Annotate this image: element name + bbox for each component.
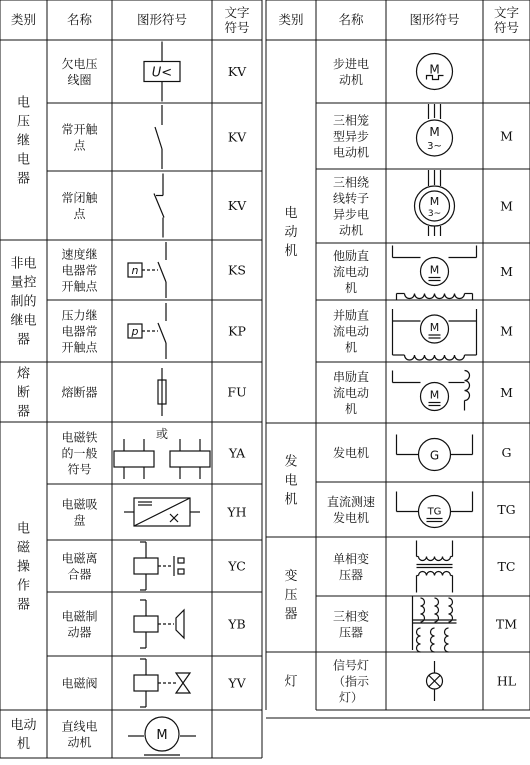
- right-row-name-line: 电动机: [332, 145, 370, 160]
- right-header-symbol: 图形符号: [409, 12, 460, 27]
- left-header-name: 名称: [66, 12, 93, 27]
- left-row-name-line: 常闭触: [61, 191, 98, 205]
- generator-icon: [397, 435, 473, 471]
- left-category-line: 继: [16, 133, 31, 149]
- magnetic-chuck-icon: [124, 498, 200, 526]
- left-category: [17, 95, 30, 187]
- left-category-line: 磁: [16, 540, 31, 556]
- svg-text:3~: 3~: [427, 141, 442, 152]
- left-row-name-line: 线圈: [67, 73, 92, 87]
- signal-lamp-icon: [427, 661, 443, 701]
- left-category-line: 电动: [10, 718, 37, 733]
- right-category-line: 电: [284, 206, 298, 221]
- speed-relay-contact-icon: [128, 242, 166, 298]
- right-row-code: M: [500, 128, 513, 144]
- right-row-code: TM: [495, 616, 518, 632]
- left-category-line: 制的: [10, 294, 37, 310]
- svg-text:TG: TG: [427, 506, 442, 518]
- right-row-name: [333, 175, 369, 238]
- left-row-name: [61, 385, 97, 400]
- right-category-line: 发: [284, 454, 298, 470]
- left-category-line: 器: [16, 332, 31, 348]
- right-row-code: G: [501, 445, 512, 460]
- right-category-line: 器: [284, 607, 298, 622]
- right-row-name-line: 异步电: [332, 207, 370, 222]
- left-row-name: [61, 122, 98, 153]
- electromagnetic-brake-icon: [134, 600, 184, 648]
- right-row-name-line: 线转子: [332, 191, 370, 206]
- left-row-name-line: 常开触: [61, 122, 98, 137]
- right-category: [284, 568, 297, 622]
- left-header-symbol: 图形符号: [136, 12, 188, 27]
- solenoid-valve-icon: [134, 659, 190, 707]
- right-row-name: [333, 445, 369, 460]
- left-category: [10, 256, 36, 348]
- svg-text:M: M: [429, 388, 440, 402]
- left-row-name: [61, 56, 97, 87]
- right-row-name-line: 直流测速: [326, 495, 376, 509]
- right-row-name-line: 流电动: [332, 324, 370, 339]
- right-row-name-line: 三相笼: [332, 113, 370, 128]
- left-row-name: [61, 190, 98, 221]
- left-row-name-line: 点: [73, 138, 86, 153]
- left-row-code: KV: [227, 198, 247, 213]
- right-row-name-line: 动机: [338, 223, 364, 238]
- left-row-name-line: 符号: [67, 462, 92, 477]
- left-row-name-line: 电磁铁: [61, 430, 98, 445]
- svg-text:p: p: [131, 325, 139, 338]
- left-category-line: 器: [16, 171, 31, 187]
- right-row-name: [333, 551, 369, 582]
- right-category-line: 机: [284, 244, 298, 259]
- svg-text:M: M: [429, 263, 440, 277]
- svg-text:M: M: [429, 321, 440, 334]
- right-row-name-line: 发电机: [332, 446, 370, 460]
- left-row-name-line: 电磁制: [61, 609, 98, 624]
- right-row-code: HL: [496, 673, 517, 689]
- left-row-name-line: 熔断器: [61, 385, 98, 400]
- stepper-motor-icon: [417, 54, 453, 90]
- left-row-code: YV: [228, 675, 246, 691]
- left-row-name-line: 电磁吸: [61, 497, 98, 512]
- normally-closed-contact-icon: [154, 174, 164, 238]
- right-row-name: [333, 113, 369, 160]
- left-row-name-line: 电磁离: [61, 551, 98, 566]
- right-header-code-line: 文字: [493, 5, 520, 20]
- left-row-name: [61, 719, 97, 750]
- linear-motor-icon: [128, 717, 196, 755]
- right-row-name-line: 压器: [338, 625, 364, 640]
- left-category-line: 电: [16, 152, 31, 168]
- right-header-code-line: 符号: [493, 20, 520, 35]
- three-phase-transformer-icon: [413, 596, 457, 652]
- right-row-name-line: 灯）: [338, 690, 364, 705]
- left-row-name: [61, 497, 97, 528]
- right-row-code: M: [500, 198, 513, 214]
- right-row-name: [333, 308, 369, 355]
- left-category-line: 熔: [16, 366, 31, 382]
- left-row-name: [61, 676, 97, 691]
- right-row-name-line: 三相变: [332, 609, 370, 624]
- right-row-code: TC: [497, 559, 516, 574]
- electromagnetic-clutch-icon: [134, 542, 184, 590]
- left-row-code: YB: [228, 616, 246, 632]
- right-row-name-line: 并励直: [332, 308, 370, 323]
- undervoltage-coil-icon: [144, 42, 180, 102]
- right-row-name-line: 串励直: [332, 370, 370, 384]
- left-row-name-line: 盘: [73, 513, 86, 528]
- dc-tachogenerator-icon: [397, 492, 473, 528]
- separately-excited-dc-motor-icon: [393, 246, 477, 300]
- left-category-line: 压: [16, 114, 31, 130]
- left-header-code: [224, 5, 249, 35]
- svg-text:3~: 3~: [427, 209, 442, 219]
- left-row-code: KP: [228, 323, 246, 339]
- single-phase-transformer-icon: [417, 541, 453, 593]
- right-category-line: 电: [284, 473, 298, 489]
- left-row-code: YC: [228, 558, 246, 574]
- normally-open-contact-icon: [155, 105, 162, 169]
- left-category-line: 断: [16, 385, 31, 401]
- squirrel-cage-motor-icon: [417, 104, 453, 156]
- right-row-name-line: 发电机: [332, 511, 370, 525]
- left-row-code: YH: [227, 504, 247, 520]
- svg-text:U<: U<: [151, 65, 173, 81]
- left-category: [17, 521, 31, 613]
- svg-text:M: M: [429, 195, 440, 208]
- right-row-code: M: [500, 323, 513, 339]
- left-row-name-line: 速度继: [61, 247, 98, 262]
- left-row-code: FU: [227, 384, 247, 400]
- right-category: [284, 455, 297, 508]
- right-row-name: [327, 494, 375, 525]
- wound-rotor-motor-icon: [415, 170, 455, 236]
- right-header-code: [494, 5, 519, 35]
- right-header-category: 类别: [278, 12, 304, 27]
- left-category-line: 作: [16, 578, 31, 594]
- left-category-line: 器: [16, 597, 31, 613]
- left-header-code-line: 符号: [224, 20, 250, 35]
- right-row-name-line: 型异步: [332, 129, 370, 144]
- left-header-code-line: 文字: [224, 5, 250, 20]
- left-row-name-line: 点: [73, 207, 86, 221]
- fuse-icon: [158, 368, 166, 416]
- left-category-line: 非电: [10, 256, 37, 272]
- right-row-code: TG: [497, 502, 516, 517]
- series-dc-motor-icon: [393, 371, 470, 411]
- right-category: [284, 205, 297, 259]
- right-row-name-line: 步进电: [332, 57, 370, 71]
- left-header-category: 类别: [10, 12, 37, 27]
- right-row-name-line: 动机: [338, 73, 364, 87]
- svg-text:M: M: [429, 62, 440, 77]
- left-category-line: 电: [16, 521, 31, 537]
- right-row-name-line: 流电动: [332, 386, 370, 400]
- right-row-name: [333, 248, 369, 295]
- left-row-name-line: 电器常: [61, 324, 98, 339]
- svg-text:G: G: [429, 448, 440, 463]
- left-row-name-line: 电磁阀: [61, 676, 98, 691]
- left-row-name-line: 合器: [67, 567, 92, 582]
- right-row-code: M: [500, 264, 513, 279]
- left-category-line: 量控: [10, 275, 37, 291]
- left-row-name: [61, 430, 97, 477]
- right-row-name-line: 压器: [338, 568, 364, 582]
- left-row-name-line: 开触点: [61, 340, 98, 355]
- right-row-name: [333, 56, 369, 87]
- svg-text:M: M: [156, 728, 168, 743]
- left-row-name: [61, 308, 98, 355]
- right-row-name: [333, 369, 369, 416]
- right-header-name: 名称: [338, 12, 364, 27]
- left-row-name-line: 电器常: [61, 263, 98, 278]
- left-row-code: YA: [228, 445, 246, 461]
- right-category: [284, 675, 297, 690]
- pressure-relay-contact-icon: [128, 303, 166, 359]
- right-row-name-line: 机: [344, 340, 358, 355]
- left-category-line: 继电: [10, 313, 37, 329]
- left-row-name-line: 压力继: [61, 308, 98, 323]
- svg-text:n: n: [131, 264, 139, 277]
- right-row-code: M: [500, 385, 513, 400]
- left-row-name: [61, 551, 97, 582]
- right-row-name-line: 流电动: [332, 265, 370, 279]
- right-category-line: 灯: [284, 674, 298, 690]
- left-category-line: 电: [16, 95, 31, 111]
- left-category-line: 操: [16, 559, 31, 575]
- left-category-line: 器: [16, 404, 31, 420]
- left-row-name-line: 开触点: [61, 279, 98, 294]
- left-row-name: [61, 247, 98, 294]
- right-row-name-line: 单相变: [332, 552, 370, 566]
- left-row-name: [61, 609, 97, 640]
- right-row-name-line: 信号灯: [332, 658, 370, 673]
- right-row-name-line: 他励直: [332, 249, 370, 263]
- electromagnet-icon: [114, 427, 210, 479]
- right-category-line: 机: [284, 492, 298, 508]
- left-row-code: KS: [228, 262, 246, 278]
- left-category: [17, 367, 30, 420]
- svg-text:或: 或: [155, 427, 169, 441]
- left-category-line: 机: [16, 737, 31, 752]
- right-row-name: [333, 658, 370, 705]
- shunt-dc-motor-icon: [393, 309, 477, 360]
- left-row-name-line: 欠电压: [61, 57, 98, 71]
- right-category-line: 变: [284, 569, 298, 584]
- left-row-name-line: 的一般: [61, 446, 98, 461]
- right-row-name-line: 机: [344, 281, 358, 295]
- right-row-name-line: （指示: [332, 674, 370, 689]
- left-category: [10, 717, 36, 752]
- right-category-line: 动: [284, 225, 298, 240]
- left-row-name-line: 直线电: [61, 719, 98, 734]
- right-row-name: [333, 609, 369, 640]
- right-row-name-line: 机: [344, 402, 358, 416]
- right-row-name-line: 三相绕: [332, 175, 370, 190]
- left-row-code: KV: [227, 64, 247, 79]
- right-category-line: 压: [284, 588, 298, 603]
- svg-text:M: M: [429, 125, 440, 139]
- left-row-code: KV: [227, 129, 247, 145]
- left-row-name-line: 动器: [67, 625, 92, 640]
- left-row-name-line: 动机: [67, 735, 92, 750]
